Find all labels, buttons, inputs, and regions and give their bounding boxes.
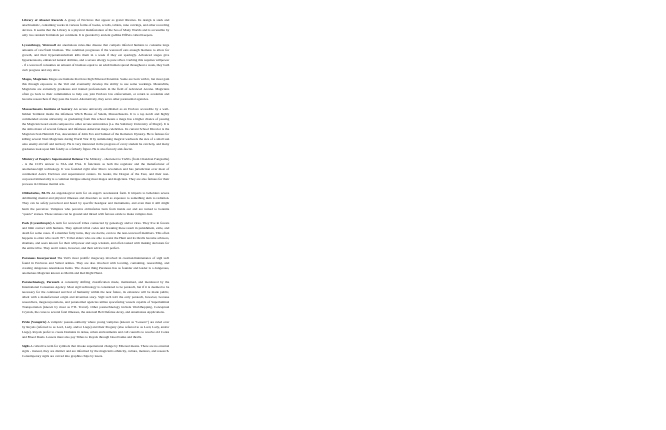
glossary-entry — [22, 320, 169, 340]
glossary-entry — [22, 221, 169, 251]
glossary-term: Massachusetts Institute of Sorcery — [22, 106, 73, 111]
glossary-term: Pride (Vampiric) — [22, 319, 47, 324]
glossary-definition: The Ministry - shortened to TANG (from Chandran Fangzaibu) - is the CCP's answer to SSA and ESA. It functions as both the regulator and the manufacturer of anomalous/sigil technology. It was founded right after Mao's revolution and has jurisdiction over most of continental Asia's Enclaves and supernatural centers. Its leader, the Dragon of the East, and their non-corporeal immortality is a common intrigue among most mages and magicians. They are also famous for their prowess in Chinese martial arts. — [22, 156, 170, 187]
glossary-definition: A constantly shifting classification made, maintained, and monitored by the International Consensus Agency. Most sigil technology is considered to be paratech, but if it is deemed to be necessary for the continued survival of humanity within the near future, its existence will be made public, albeit with a manufactured origin and invention story. Sigil tech isn't the only paratech, however, because researchers, megacorporations, and paranormal agencies utilize spacefaring vessels capable of Superluminal Transportation (known by most as FTL Travel). Other paratechnology include Worldhopping, Conceptual Crystals, the cures to several fatal illnesses, the Asteroid Belt Defense Array, and Anomalous Applications. — [22, 280, 170, 315]
glossary-term: Sigils — [22, 344, 30, 349]
glossary-definition: A group of Enclaves that appear as grand libraries. Its design is stark and anachronistic, containing works in various forms of books, scrolls, tablets, rune carvings, and other recording devices. It seems that the Library is a physical manifestation of the Sea of Many Worlds and is accessible by only two random Terminals per continent. It is guarded by ancient godlike ElfPets called Keepers. — [22, 18, 170, 38]
glossary-definition: A vampiric pseudo-authority where young vampires (known as "Lessers") are ruled over by Royals (referred to as Lord, Lady, and/or Liege) and their Progeny (also referred to as Lord, Lady, and/or Liege). Royals prefer to create Domains in dense, urban environments and call councils to resolve old Codes and Blood Duels. Lessers must also pay Tithes to Royals through blood banks and thralls. — [22, 319, 170, 339]
glossary-term: Ministry of People's Supernatural Defense — [22, 156, 83, 161]
glossary-term: Mages, Magicians — [22, 77, 48, 82]
glossary-definition: An angelological term for an angel's ascensional form. It imparts to beholders severe debilitating mental and physical illnesses and disorders as well as exposure to something akin to radiation. They can be safely perceived and heard by specific headgear and instruments, and even then it still might harm the perceiver. Vampires who perceive oblitofarius burn from inside out and are turned to botanite "quartz" statues. These statues can be ground and mixed with ferrous oxide to make vampire dust. — [22, 191, 170, 216]
glossary-definition: An arcane university established as an Enclave accessible by a well-hidden Terminal inside the infamous Witch House of Salem, Massachusetts. It is a top notch and highly commended arcane university, as graduating from this school means a mage has a higher chance of passing the Magician board exam compared to other arcane universities (i.e. the Salisbury University of Magic). It is the alma mater of several famous and infamous American mage celebrities. Its current School Director is the Magician Ivan Heinrich Fox, descendant of John Fox and Samuel of the Romanov Dynasty. He is famous for killing several Nazi Magicians during World War II by summoning magical warheads the size of a small sun onto enemy aircraft and territory. He is very interested in the progress of every student he can help, and many graduates look upon him fondly as a fatherly figure. He is also fiercely anti-fascist. — [22, 106, 170, 152]
glossary-entry — [22, 280, 169, 316]
glossary-entry — [22, 43, 169, 73]
glossary-columns — [22, 18, 644, 416]
glossary-entry — [22, 256, 169, 276]
glossary-entry — [22, 107, 169, 153]
glossary-term: Library of Abaster Records — [22, 18, 64, 22]
glossary-term: Paratechnology, Paratech — [22, 280, 60, 285]
glossary-definition: An anomalous rules-like disease that compels infected humans to consume large amounts of raw/fresh biomass. The condition progresses if the werewolf eats enough biomass to allow for growth, and their hyperamatabolism kills them in a week if they eat sparingly. Advanced stages give hyperkeratosis, enhanced natural abilities, and a severe allergy to pure silver. Curbing this requires willpower - if a werewolf consumes an amount of biomass equal to an adult human spread throughout a week, they both curb progress and stay alive. — [22, 42, 170, 72]
glossary-term: Paranous Incorporated — [22, 255, 56, 260]
glossary-definition: A term for werewolf tribes connected by genealogy and/or virus. They live in forests and limit contact with humans. They uphold tribal codes and breaking these result in punishment, exile, and death for some cases. If a member fully turns, they are docile, even to the non-werewolf members. This often happens to elder who reach 70+. Tribal elders who are able to resist the Hunt and its thralls become advisors, shamans, and seers known for their willpower and sage wisdom, and often tasked with making decisions for the entire tribe. They aren't rulers, however, and their advice isn't perfect. — [22, 220, 170, 251]
glossary-entry — [22, 18, 169, 38]
glossary-definition: Mages are humans that have high Ethereal Potential. Some are born with it, but most gain this through exposure to the Veil and eventually develop the ability to use some workings. Meanwhile, Magicians are extremely graduates and trained professionals in the field of Advanced Arcane. Magicians often go back to their communities to help out, join Enclave law enforcement, or return to academia and become researchers if they pass the board. Alternatively, they serve other paranormal agencies. — [22, 77, 170, 102]
glossary-entry — [22, 344, 169, 359]
glossary-entry — [22, 191, 169, 216]
glossary-entry — [22, 157, 169, 187]
glossary-term: Oblitofarius, BL/Ts — [22, 191, 51, 196]
glossary-term: Lycanthropy, Werewolf — [22, 42, 56, 47]
glossary-term: Pack (Lycanthropic) — [22, 220, 52, 225]
glossary-definition: The Veil's most prolific megacorp involved in creation/maintenance of sigil tech found in Enclaves and Veiled armies. They are also involved with locating, containing, researching, and creating dangerous Anomalous Items. The closest thing Paranous has as founder and leader is a dangerous, anomalous Magician known as Merlin and Red Right Hand. — [22, 255, 170, 275]
glossary-entry — [22, 77, 169, 102]
glossary-definition: A collective term for symbols that invoke supernatural change by Ethereal means. There are no external sigils - instead, they are distinct and are informed by the magician's ethnicity, culture, mentors, and research. Contemporary sigils are carved into graphite chips by lasers. — [22, 344, 170, 359]
